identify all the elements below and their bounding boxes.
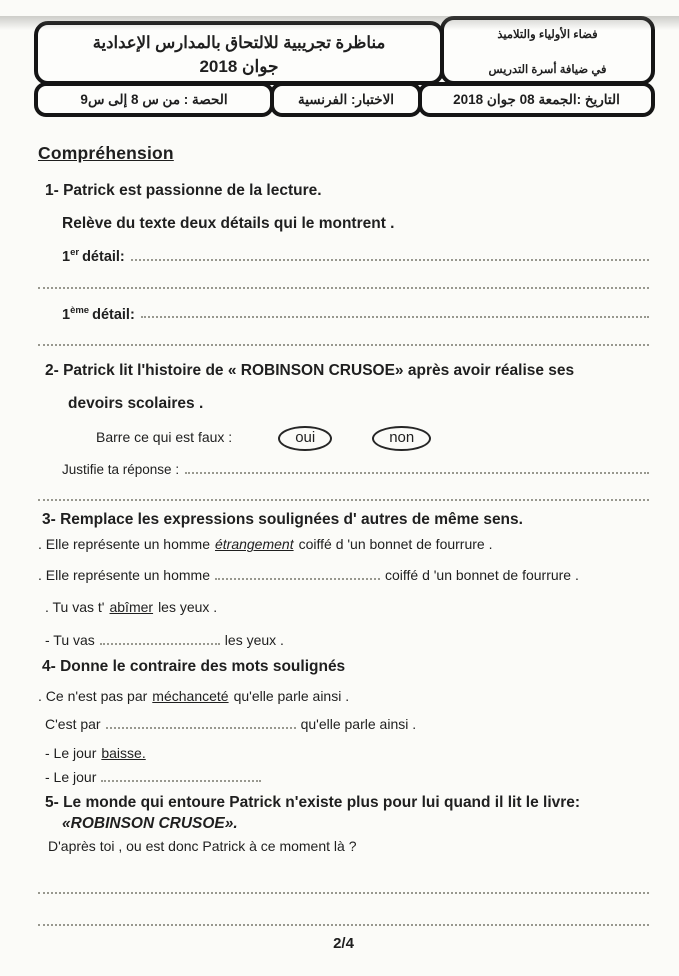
- q4-s1-underlined-word: méchanceté: [152, 687, 229, 704]
- q4-s1-post: qu'elle parle ainsi .: [233, 687, 350, 704]
- q1-detail2-answer-blank[interactable]: [141, 305, 649, 318]
- q4-sentence1: [38, 688, 649, 706]
- organization-box: [440, 16, 655, 85]
- answer-line[interactable]: [38, 344, 649, 346]
- exam-title-line2: جوان 2018: [199, 56, 279, 76]
- detail1-number: 1: [62, 248, 71, 265]
- q4-sentence4: [45, 769, 649, 787]
- q4-s2-post: qu'elle parle ainsi .: [300, 716, 417, 733]
- q3-s4-pre: - Tu vas: [45, 631, 95, 648]
- q1-detail1-answer-blank[interactable]: [131, 248, 649, 261]
- q3-s3-post: les yeux .: [158, 599, 218, 616]
- q2-options-row: [96, 426, 649, 451]
- option-oui[interactable]: oui: [278, 426, 332, 451]
- q2-justify-answer-blank[interactable]: [185, 461, 649, 474]
- q3-s4-post: les yeux .: [224, 631, 284, 648]
- q3-s2-answer-blank[interactable]: [215, 568, 380, 580]
- q4-s2-answer-blank[interactable]: [106, 717, 296, 729]
- q3-s1-post: coiffé d 'un bonnet de fourrure .: [298, 536, 493, 553]
- q3-title: 3- Remplace les expressions soulignées d' autres de même sens.: [42, 510, 523, 528]
- q4-s4-pre: - Le jour: [45, 769, 97, 786]
- date-cell: التاريخ :الجمعة 08 جوان 2018: [418, 82, 655, 117]
- q4-s3-underlined-word: baisse.: [101, 744, 146, 761]
- q1-detail1-row: [62, 247, 649, 265]
- organization-line2: في ضيافة أسرة التدريس: [488, 63, 607, 76]
- exam-title-line1: مناظرة تجريبية للالتحاق بالمدارس الإعدادية: [92, 34, 386, 52]
- answer-line[interactable]: [38, 924, 649, 926]
- q4-sentence2: [45, 716, 649, 734]
- q3-s1-underlined-word: étrangement: [214, 536, 294, 553]
- organization-line1: فضاء الأولياء والتلاميذ: [497, 29, 598, 41]
- q4-s2-pre: C'est par: [45, 716, 101, 733]
- q2-justify-row: [62, 461, 649, 479]
- detail1-word: détail:: [82, 248, 125, 265]
- q3-s4-answer-blank[interactable]: [100, 633, 220, 645]
- detail2-number: 1: [62, 306, 71, 323]
- q2-justify-label: Justifie ta réponse :: [62, 461, 180, 477]
- q4-title: 4- Donne le contraire des mots soulignés: [42, 658, 346, 676]
- detail2-ordinal-suffix: ème: [70, 304, 90, 316]
- exam-title-box: [34, 21, 444, 85]
- q2-statement-line2: devoirs scolaires .: [68, 395, 204, 412]
- session-cell: الحصة : من س 8 إلى س9: [34, 82, 274, 117]
- q4-sentence3: [45, 745, 649, 763]
- q1-detail2-label: [62, 305, 135, 323]
- q3-sentence2: [38, 567, 649, 585]
- q3-s2-post: coiffé d 'un bonnet de fourrure .: [384, 566, 579, 583]
- section-title: Compréhension: [38, 142, 174, 163]
- q3-sentence4: [45, 632, 649, 650]
- q1-instruction: Relève du texte deux détails qui le montrent .: [62, 215, 395, 233]
- q1-detail1-label: [62, 247, 125, 265]
- q3-s1-pre: . Elle représente un homme: [38, 536, 210, 553]
- q2-instruction: Barre ce qui est faux :: [96, 428, 233, 445]
- exam-page: [0, 16, 679, 952]
- q5-question: D'après toi , ou est donc Patrick à ce moment là ?: [48, 838, 357, 855]
- answer-line[interactable]: [38, 892, 649, 894]
- exam-header: [34, 16, 655, 117]
- q3-sentence3: [45, 599, 649, 617]
- q4-s4-answer-blank[interactable]: [101, 770, 261, 782]
- answer-line[interactable]: [38, 287, 649, 289]
- header-top-row: [34, 16, 655, 85]
- q3-s3-pre: . Tu vas t': [45, 599, 105, 616]
- q2-statement-line1: 2- Patrick lit l'histoire de « ROBINSON CRUSOE» après avoir réalise ses: [45, 362, 575, 380]
- q1-statement: 1- Patrick est passionne de la lecture.: [45, 181, 322, 199]
- detail2-word: détail:: [92, 306, 135, 323]
- q3-s3-underlined-word: abîmer: [109, 599, 154, 616]
- subject-cell: الاختبار: الفرنسية: [270, 82, 422, 117]
- detail1-ordinal-suffix: er: [70, 246, 80, 258]
- option-non[interactable]: non: [372, 426, 431, 451]
- page-number: 2/4: [333, 934, 354, 952]
- q3-sentence1: [38, 536, 649, 554]
- comprehension-section: [0, 143, 679, 952]
- q5-statement-line1: 5- Le monde qui entoure Patrick n'existe plus pour lui quand il lit le livre:: [45, 793, 581, 811]
- q4-s3-pre: - Le jour: [45, 744, 97, 761]
- q4-s1-pre: . Ce n'est pas par: [38, 687, 148, 704]
- answer-line[interactable]: [38, 499, 649, 501]
- header-bottom-row: [34, 82, 655, 117]
- q5-book-title: «ROBINSON CRUSOE».: [62, 814, 238, 832]
- q1-detail2-row: [62, 305, 649, 323]
- q3-s2-pre: . Elle représente un homme: [38, 566, 210, 583]
